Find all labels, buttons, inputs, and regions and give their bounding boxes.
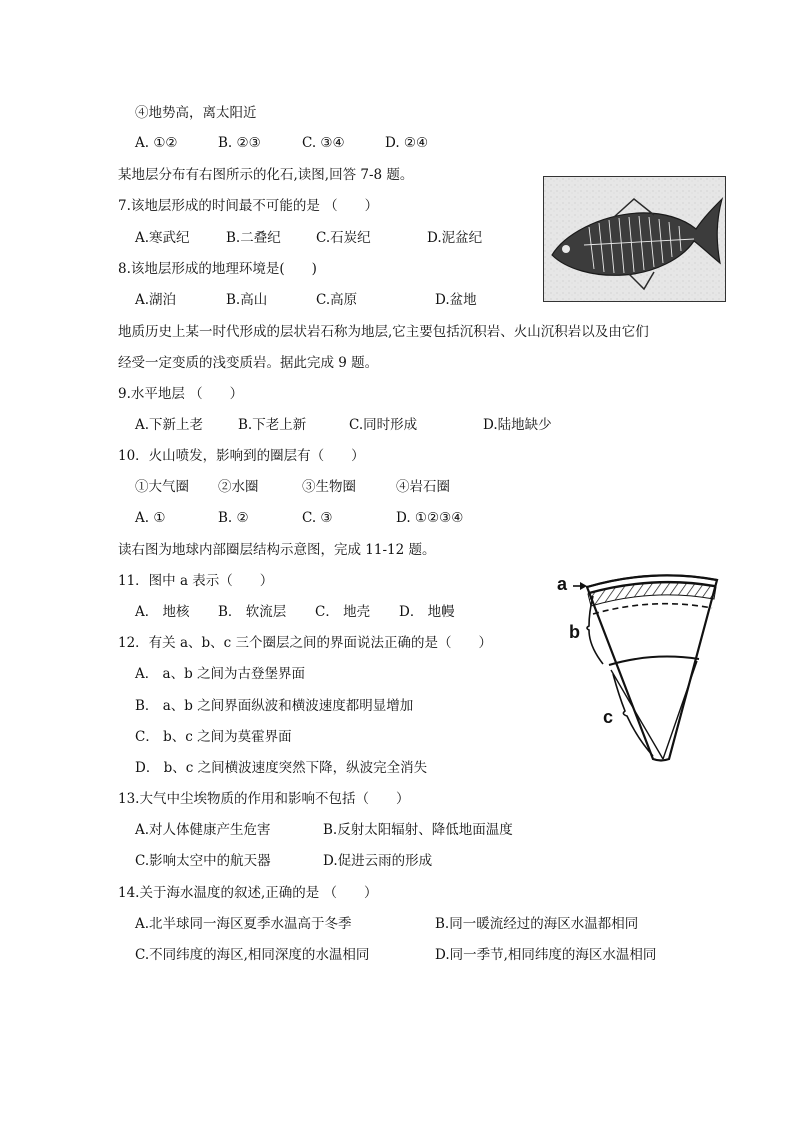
q8-option-d: D.盆地 xyxy=(435,292,477,308)
q12-option-d: D． b、c 之间横波速度突然下降，纵波完全消失 xyxy=(135,760,428,776)
fish-fossil-icon xyxy=(544,177,725,301)
earth-intro: 读右图为地球内部圈层结构示意图，完成 11-12 题。 xyxy=(118,542,436,558)
q7-option-a: A.寒武纪 xyxy=(135,230,190,246)
q9-option-b: B.下老上新 xyxy=(238,417,307,433)
q7-option-b: B.二叠纪 xyxy=(226,230,281,246)
q8-option-c: C.高原 xyxy=(316,292,358,308)
q8-stem: 8.该地层形成的地理环境是( ) xyxy=(118,261,317,277)
q12-option-a: A． a、b 之间为古登堡界面 xyxy=(135,666,306,682)
q11-option-c: C． 地壳 xyxy=(315,604,371,620)
q13-stem: 13.大气中尘埃物质的作用和影响不包括（ ） xyxy=(118,791,410,807)
arrow-head-icon xyxy=(580,582,587,590)
q13-option-a: A.对人体健康产生危害 xyxy=(135,822,271,838)
label-c: c xyxy=(603,707,614,727)
q9-option-c: C.同时形成 xyxy=(349,417,418,433)
q8-option-a: A.湖泊 xyxy=(135,292,177,308)
q12-option-b: B． a、b 之间界面纵波和横波速度都明显增加 xyxy=(135,698,414,714)
strata-intro-line-2: 经受一定变质的浅变质岩。据此完成 9 题。 xyxy=(118,355,379,371)
q12-stem: 12．有关 a、b、c 三个圈层之间的界面说法正确的是（ ） xyxy=(118,635,493,651)
q10-option-a: A. ① xyxy=(135,510,166,526)
label-a: a xyxy=(557,574,568,594)
fish-fossil-image xyxy=(543,176,726,302)
q8-option-b: B.高山 xyxy=(226,292,268,308)
q9-option-a: A.下新上老 xyxy=(135,417,204,433)
q6-option-b: B. ②③ xyxy=(218,135,261,151)
q10-item-2: ②水圈 xyxy=(218,479,259,495)
q10-item-3: ③生物圈 xyxy=(302,479,356,495)
q7-option-c: C.石炭纪 xyxy=(316,230,371,246)
fossil-intro: 某地层分布有右图所示的化石,读图,回答 7-8 题。 xyxy=(118,167,414,183)
q6-item-4: ④地势高，离太阳近 xyxy=(135,105,257,121)
q9-option-d: D.陆地缺少 xyxy=(483,417,552,433)
q7-stem: 7.该地层形成的时间最不可能的是 （ ） xyxy=(118,198,379,214)
q10-option-b: B. ② xyxy=(218,510,249,526)
q14-option-a: A.北半球同一海区夏季水温高于冬季 xyxy=(135,916,352,932)
q6-option-c: C. ③④ xyxy=(302,135,345,151)
q10-item-1: ①大气圈 xyxy=(135,479,189,495)
q9-stem: 9.水平地层 （ ） xyxy=(118,386,244,402)
q14-option-d: D.同一季节,相同纬度的海区水温相同 xyxy=(435,947,657,963)
earth-wedge-outline xyxy=(587,575,717,760)
q12-option-c: C． b、c 之间为莫霍界面 xyxy=(135,729,292,745)
strata-intro-line-1: 地质历史上某一时代形成的层状岩石称为地层,它主要包括沉积岩、火山沉积岩以及由它们 xyxy=(118,324,649,340)
q11-option-a: A． 地核 xyxy=(135,604,190,620)
q6-option-a: A. ①② xyxy=(135,135,178,151)
q7-option-d: D.泥盆纪 xyxy=(427,230,483,246)
q14-option-c: C.不同纬度的海区,相同深度的水温相同 xyxy=(135,947,370,963)
q10-item-4: ④岩石圈 xyxy=(396,479,450,495)
q6-option-d: D. ②④ xyxy=(385,135,429,151)
q10-stem: 10．火山喷发，影响到的圈层有（ ） xyxy=(118,448,365,464)
q11-option-b: B． 软流层 xyxy=(218,604,287,620)
q14-stem: 14.关于海水温度的叙述,正确的是 （ ） xyxy=(118,885,378,901)
q13-option-b: B.反射太阳辐射、降低地面温度 xyxy=(323,822,513,838)
earth-structure-diagram xyxy=(553,566,728,766)
q11-option-d: D． 地幔 xyxy=(399,604,455,620)
label-b: b xyxy=(569,622,580,642)
q10-option-c: C. ③ xyxy=(302,510,333,526)
q11-stem: 11．图中 a 表示（ ） xyxy=(118,573,274,589)
q13-option-c: C.影响太空中的航天器 xyxy=(135,853,271,869)
q14-option-b: B.同一暖流经过的海区水温都相同 xyxy=(435,916,639,932)
q13-option-d: D.促进云雨的形成 xyxy=(323,853,433,869)
q10-option-d: D. ①②③④ xyxy=(396,510,464,526)
